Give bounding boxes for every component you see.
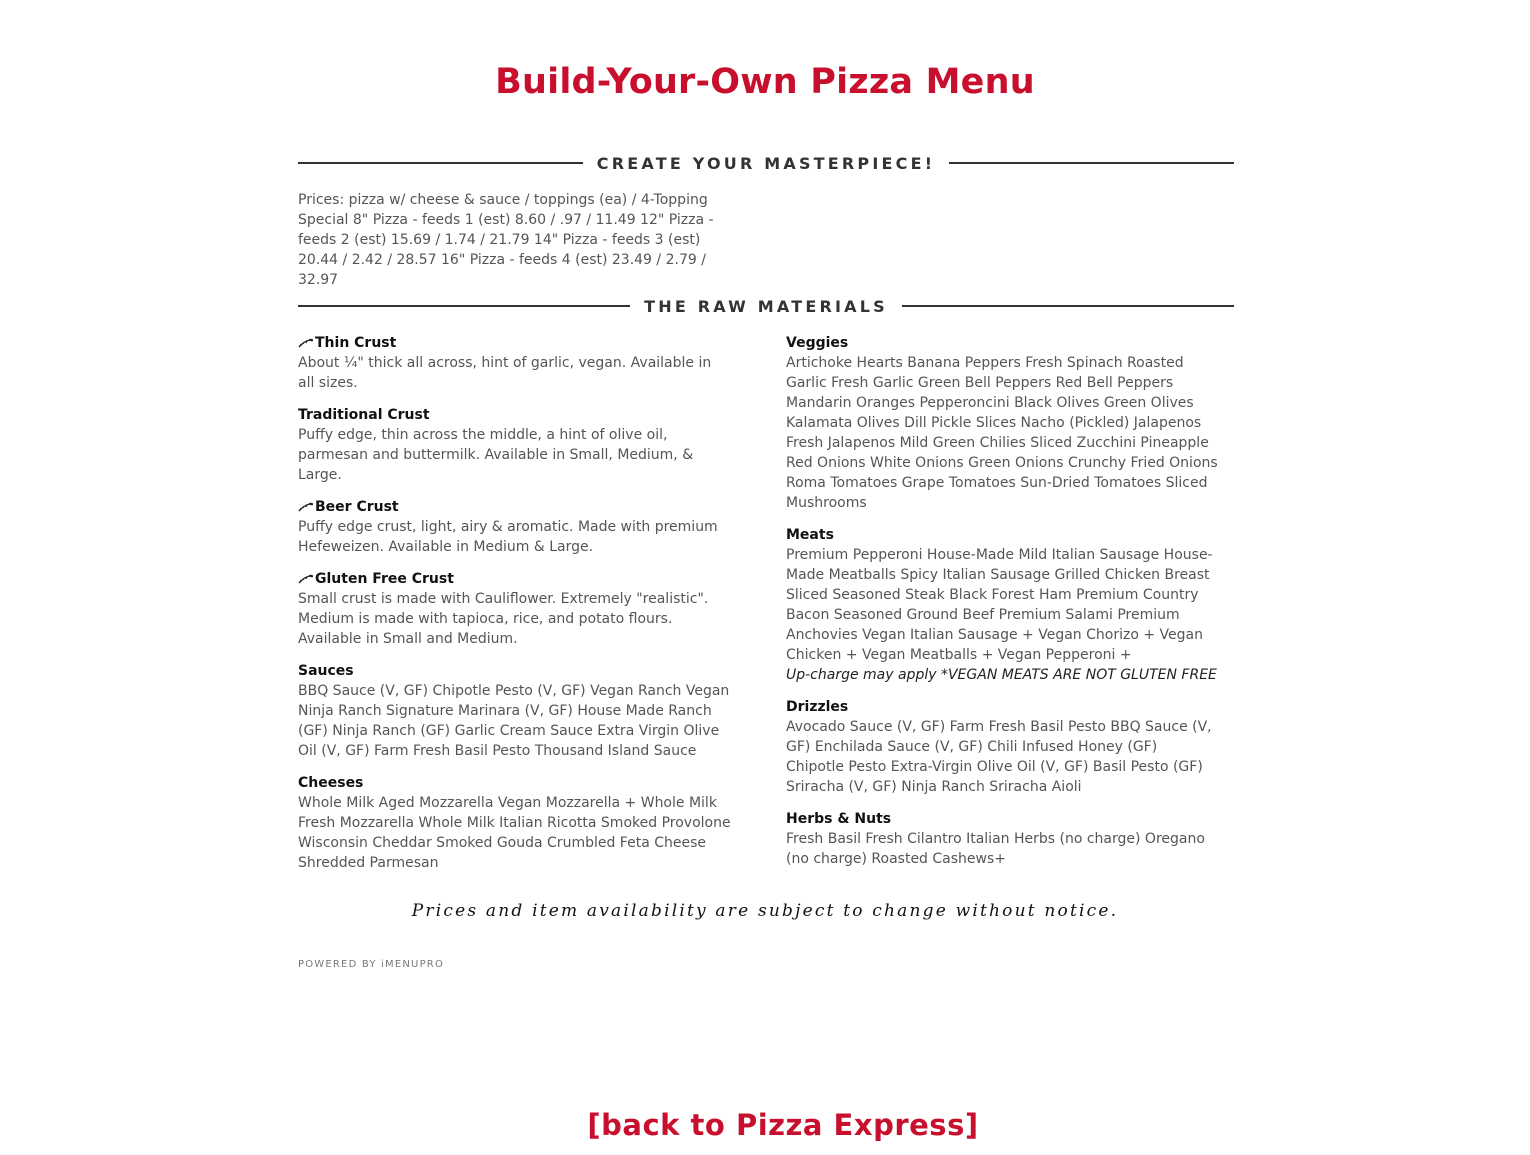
vegan-leaf-icon [298,502,314,512]
section-header-create [298,151,1234,175]
divider-right [902,305,1234,307]
item-name: Sauces [298,663,354,679]
vegan-leaf-icon [298,574,314,584]
page-title: Build-Your-Own Pizza Menu [495,62,1035,102]
item-description: Small crust is made with Cauliflower. Extremely "realistic". Medium is made with tapioca, rice, and potato flours. Available in Small and Medium. [298,591,709,647]
item-name: Cheeses [298,775,364,791]
item-description: Fresh Basil Fresh Cilantro Italian Herbs (no charge) Oregano (no charge) Roasted Cashews+ [786,831,1205,867]
item-description: Artichoke Hearts Banana Peppers Fresh Spinach Roasted Garlic Fresh Garlic Green Bell Peppers Red Bell Peppers Mandarin Oranges Pepperoncini Black Olives Green Olives Kalamata Olives Dill Pickle Slices Nacho (Pickled) Jalapenos Fresh Jalapenos Mild Green Chilies Sliced Zucchini Pineapple Red Onions White Onions Green Onions Crunchy Fried Onions Roma Tomatoes Grape Tomatoes Sun-Dried Tomatoes Sliced Mushrooms [786,355,1218,511]
menu-item-herbs-nuts [786,809,1218,869]
menu-item-beer-crust [298,497,732,557]
prices-text: Prices: pizza w/ cheese & sauce / toppings (ea) / 4-Topping Special 8" Pizza - feeds 1 (est) 8.60 / .97 / 11.49 12" Pizza - feeds 2 (est) 15.69 / 1.74 / 21.79 14" Pizza - feeds 3 (est) 20.44 / 2.42 / 28.57 16" Pizza - feeds 4 (est) 23.49 / 2.79 / 32.97 [298,192,714,288]
menu-item-thin-crust [298,333,732,393]
item-description: Premium Pepperoni House-Made Mild Italian Sausage House-Made Meatballs Spicy Italian Sausage Grilled Chicken Breast Sliced Seasoned Steak Black Forest Ham Premium Country Bacon Seasoned Ground Beef Premium Salami Premium Anchovies Vegan Italian Sausage + Vegan Chorizo + Vegan Chicken + Vegan Meatballs + Vegan Pepperoni + [786,547,1213,663]
menu-column-right [786,333,1218,881]
item-description: Puffy edge, thin across the middle, a hint of olive oil, parmesan and buttermilk. Available in Small, Medium, & Large. [298,427,694,483]
item-name: Gluten Free Crust [315,571,454,587]
menu-item-traditional-crust [298,405,732,485]
menu-item-cheeses [298,773,732,873]
item-name: Traditional Crust [298,407,430,423]
item-name: Meats [786,527,834,543]
section-title-create: CREATE YOUR MASTERPIECE! [596,153,936,173]
item-name: Beer Crust [315,499,399,515]
divider-left [298,162,583,164]
item-description: About ¼" thick all across, hint of garlic, vegan. Available in all sizes. [298,355,712,391]
price-disclaimer: Prices and item availability are subject to change without notice. [411,901,1119,921]
item-name: Drizzles [786,699,849,715]
back-to-pizza-express-link[interactable]: [back to Pizza Express] [587,1108,979,1142]
vegan-leaf-icon [298,338,314,348]
menu-item-meats [786,525,1218,685]
section-header-materials [298,294,1234,318]
item-note: Up-charge may apply *VEGAN MEATS ARE NOT GLUTEN FREE [786,667,1217,683]
divider-left [298,305,630,307]
powered-by-link[interactable]: POWERED BY iMENUPRO [298,959,445,970]
item-name: Veggies [786,335,849,351]
menu-item-gluten-free-crust [298,569,732,649]
item-description: Avocado Sauce (V, GF) Farm Fresh Basil Pesto BBQ Sauce (V, GF) Enchilada Sauce (V, GF) Chili Infused Honey (GF) Chipotle Pesto Extra-Virgin Olive Oil (V, GF) Basil Pesto (GF) Sriracha (V, GF) Ninja Ranch Sriracha Aioli [786,719,1212,795]
item-name: Herbs & Nuts [786,811,892,827]
item-description: Puffy edge crust, light, airy & aromatic. Made with premium Hefeweizen. Available in Medium & Large. [298,519,718,555]
item-name: Thin Crust [315,335,397,351]
menu-item-veggies [786,333,1218,513]
item-description: BBQ Sauce (V, GF) Chipotle Pesto (V, GF) Vegan Ranch Vegan Ninja Ranch Signature Marinara (V, GF) House Made Ranch (GF) Ninja Ranch (GF) Garlic Cream Sauce Extra Virgin Olive Oil (V, GF) Farm Fresh Basil Pesto Thousand Island Sauce [298,683,730,759]
menu-item-drizzles [786,697,1218,797]
menu-column-left [298,333,732,885]
divider-right [949,162,1234,164]
item-description: Whole Milk Aged Mozzarella Vegan Mozzarella + Whole Milk Fresh Mozzarella Whole Milk Italian Ricotta Smoked Provolone Wisconsin Cheddar Smoked Gouda Crumbled Feta Cheese Shredded Parmesan [298,795,731,871]
menu-item-sauces [298,661,732,761]
section-title-materials: THE RAW MATERIALS [644,296,888,316]
